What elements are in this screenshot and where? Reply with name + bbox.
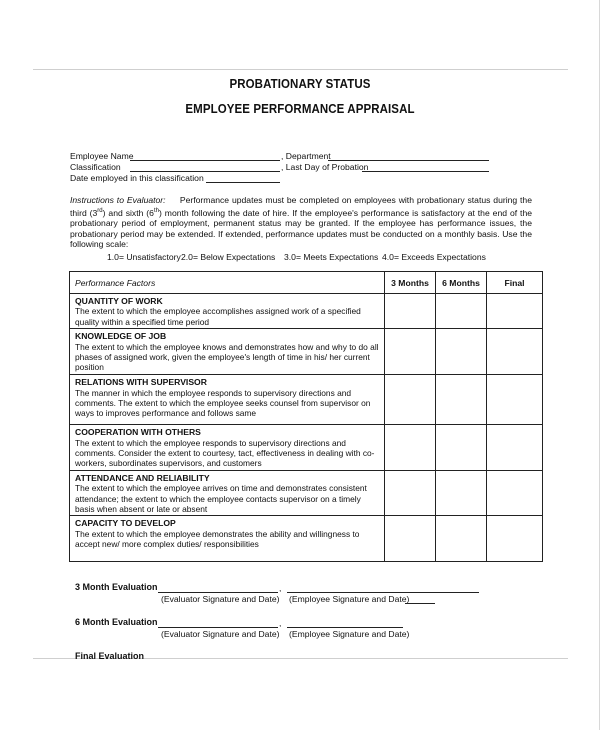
employee-signature-caption-6m: (Employee Signature and Date) [289,629,410,639]
employee-signature-line-6m[interactable] [287,627,403,628]
score-cell-3m[interactable] [385,470,436,516]
score-cell-6m[interactable] [436,375,487,425]
header-performance-factors: Performance Factors [70,272,385,294]
top-divider [33,69,568,70]
score-cell-3m[interactable] [385,425,436,471]
date-employed-field[interactable] [206,182,280,183]
score-cell-6m[interactable] [436,425,487,471]
department-label: , Department [281,151,331,161]
factor-description: The extent to which the employee responds to supervisory directions and comments. Consider the extent to courtesy, tact, effectiveness in dealing with co-workers, subordinates supervisors, and customers [75,437,375,469]
performance-table [69,271,543,562]
score-cell-3m[interactable] [385,375,436,425]
evaluator-signature-line-6m[interactable] [158,627,278,628]
document-title: PROBATIONARY STATUS [229,77,371,91]
eval-3-month-label: 3 Month Evaluation [75,582,158,592]
classification-label: Classification [70,162,121,172]
evaluator-signature-line-3m[interactable] [158,592,278,593]
factor-heading: COOPERATION WITH OTHERS [75,427,201,438]
factor-heading: RELATIONS WITH SUPERVISOR [75,377,207,388]
factor-heading: CAPACITY TO DEVELOP [75,518,176,529]
date-line-3m[interactable] [405,603,435,604]
score-cell-6m[interactable] [436,516,487,562]
score-cell-final[interactable] [487,329,543,375]
factor-description: The extent to which the employee knows and demonstrates how and why to do all phases of assigned work, given the employee's length of time in his/ her current position [75,341,379,373]
factor-heading: KNOWLEDGE OF JOB [75,331,167,342]
scale-1: 1.0= Unsatisfactory [107,252,181,262]
table-header-row [70,272,543,294]
employee-name-label: Employee Name [70,151,134,161]
instructions-paragraph: Instructions to Evaluator: Performance updates must be completed on employees with probationary status during the third (3rd) and sixth (6th) month following the date of hire. If the employee's performance is satisfactory at the end of the probationary period of employment, permanent status may be granted. If the employee has performance issues, the probationary period may be extended. If extended, performance updates must be conducted on a monthly basis. Use the following scale: [70,195,532,250]
scale-2: 2.0= Below Expectations [181,252,276,262]
date-employed-label: Date employed in this classification [70,173,204,183]
score-cell-3m[interactable] [385,516,436,562]
score-cell-6m[interactable] [436,470,487,516]
factor-description: The extent to which the employee accomplishes assigned work of a specified quality within a specified time period [75,306,361,327]
score-cell-final[interactable] [487,294,543,329]
evaluator-signature-caption-6m: (Evaluator Signature and Date) [161,629,280,639]
instructions-lead: Instructions to Evaluator: [70,195,166,205]
employee-signature-line-3m[interactable] [287,592,479,593]
score-cell-6m[interactable] [436,294,487,329]
score-cell-3m[interactable] [385,294,436,329]
factor-heading: ATTENDANCE AND RELIABILITY [75,472,210,483]
table-row [70,329,543,375]
table-row [70,375,543,425]
factor-description: The extent to which the employee demonstrates the ability and willingness to accept new/ more complex duties/ responsibilities [75,528,360,550]
header-3-months: 3 Months [385,272,436,294]
comma-separator: , [279,618,282,628]
score-cell-final[interactable] [487,470,543,516]
factor-description: The extent to which the employee arrives on time and demonstrates consistent attendance; the extent to which the employee contacts supervisor on a timely basis when absent or late or absent [75,483,367,515]
scale-4: 4.0= Exceeds Expectations [382,252,486,262]
classification-field[interactable] [130,171,280,172]
table-row [70,294,543,329]
score-cell-final[interactable] [487,516,543,562]
header-final: Final [487,272,543,294]
document-subtitle: EMPLOYEE PERFORMANCE APPRAISAL [185,102,415,116]
evaluator-signature-caption-3m: (Evaluator Signature and Date) [161,594,280,604]
score-cell-final[interactable] [487,375,543,425]
eval-final-label: Final Evaluation [75,651,145,661]
table-row [70,425,543,471]
score-cell-final[interactable] [487,425,543,471]
score-cell-3m[interactable] [385,329,436,375]
header-6-months: 6 Months [436,272,487,294]
scale-3: 3.0= Meets Expectations [284,252,379,262]
factor-heading: QUANTITY OF WORK [75,296,163,306]
eval-6-month-label: 6 Month Evaluation [75,617,158,627]
table-row [70,470,543,516]
score-cell-6m[interactable] [436,329,487,375]
factor-description: The manner in which the employee responds to supervisory directions and comments. The extent to which the employee seeks counsel from supervisor on ways to improves performance and follows same [75,387,371,419]
last-day-label: , Last Day of Probation [281,162,369,172]
employee-name-field[interactable] [130,160,280,161]
employee-signature-caption-3m: (Employee Signature and Date) [289,594,410,604]
comma-separator: , [279,583,282,593]
table-row [70,516,543,562]
last-day-field[interactable] [362,171,489,172]
department-field[interactable] [328,160,489,161]
